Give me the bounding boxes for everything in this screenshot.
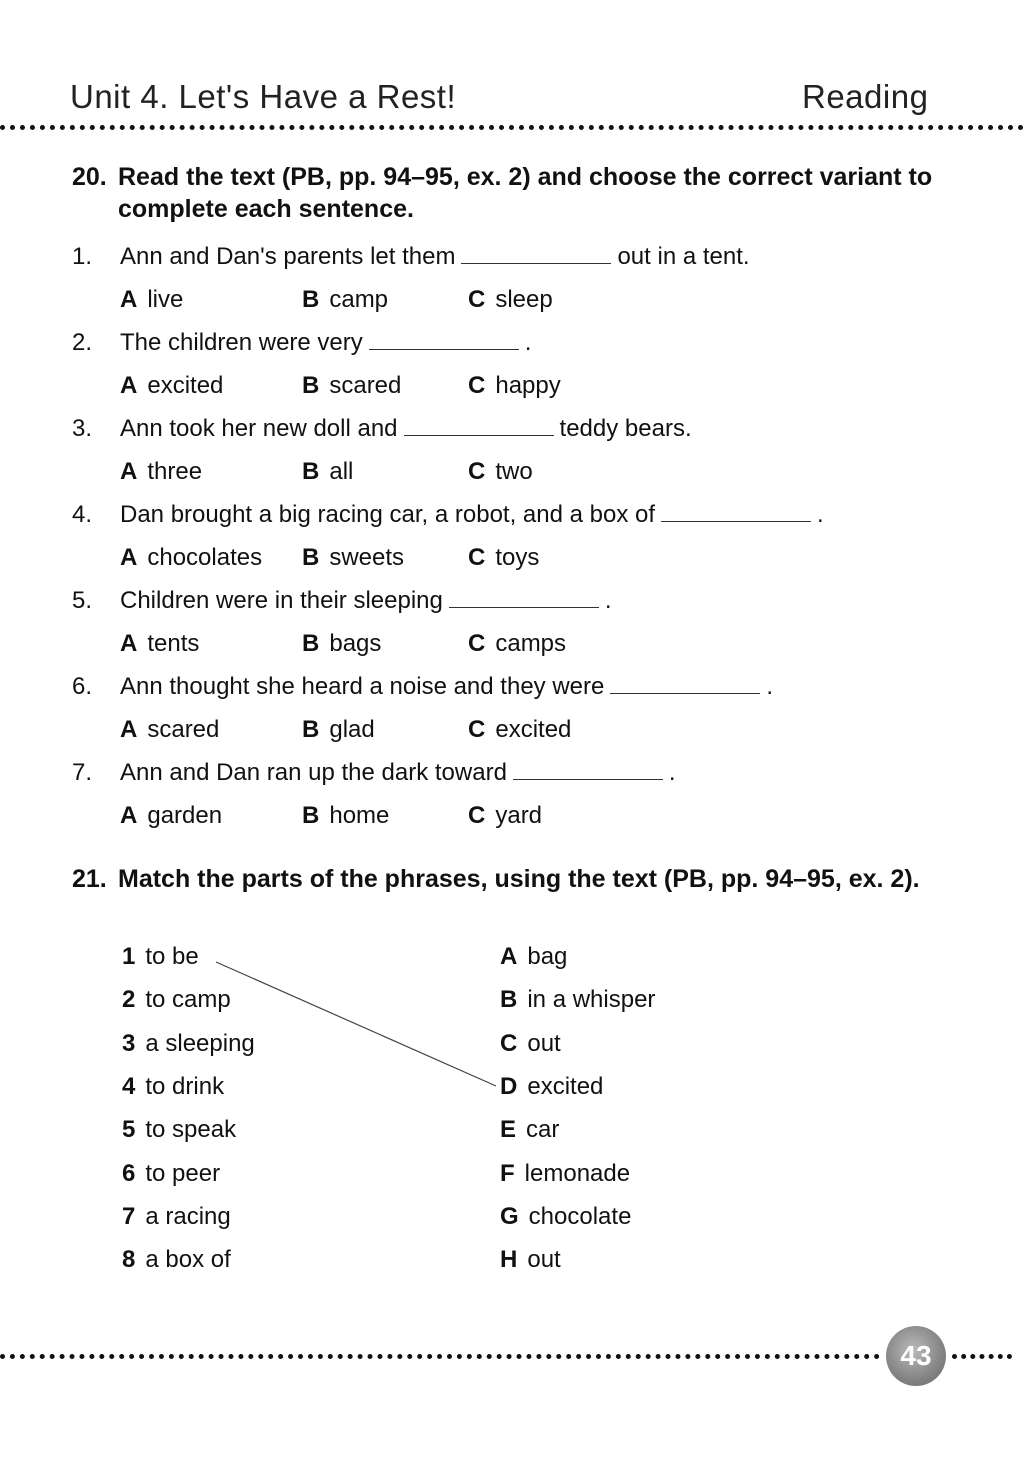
option-letter: B — [302, 544, 320, 571]
option-text: three — [147, 458, 203, 485]
question-text-before: Dan brought a big racing car, a robot, and a box of — [120, 501, 656, 528]
match-left-text: to peer — [145, 1159, 221, 1187]
option-letter: A — [120, 544, 138, 571]
question-number: 5. — [72, 587, 93, 614]
question-text-before: Ann thought she heard a noise and they were — [120, 673, 605, 700]
match-left-text: a sleeping — [145, 1029, 255, 1057]
option-letter: A — [120, 716, 138, 743]
question-text-after: . — [524, 329, 532, 356]
question-text-before: Children were in their sleeping — [120, 587, 443, 614]
option-letter: A — [120, 372, 138, 399]
question-number: 1. — [72, 243, 93, 270]
option-text: bags — [329, 630, 382, 657]
question-number: 6. — [72, 673, 93, 700]
match-right-text: out — [527, 1029, 561, 1057]
question-text-after: . — [604, 587, 612, 614]
question-text-after: out in a tent. — [617, 243, 750, 270]
option-letter: B — [302, 716, 320, 743]
question-number: 3. — [72, 415, 93, 442]
match-left-text: a racing — [145, 1202, 231, 1230]
option-letter: B — [302, 458, 320, 485]
option-text: all — [329, 458, 354, 485]
question-number: 4. — [72, 501, 93, 528]
option-text: sweets — [329, 544, 405, 571]
option-letter: B — [302, 802, 320, 829]
page-number-badge: 43 — [886, 1326, 946, 1386]
option-text: two — [495, 458, 533, 485]
question-number: 2. — [72, 329, 93, 356]
option-text: yard — [495, 802, 543, 829]
task-20-number: 20. — [72, 163, 107, 191]
question-text-before: Ann took her new doll and — [120, 415, 398, 442]
task-20-instruction: Read the text (PB, pp. 94–95, ex. 2) and choose the correct variant to complete each sentence. — [118, 163, 933, 223]
match-right-text: bag — [527, 943, 568, 970]
option-text: glad — [329, 716, 375, 743]
option-text: camps — [495, 630, 567, 657]
match-left-text: a box of — [145, 1246, 231, 1274]
option-letter: C — [468, 544, 486, 571]
option-letter: C — [468, 372, 486, 399]
match-left-number: 2 — [122, 986, 136, 1014]
match-left-number: 8 — [122, 1246, 136, 1274]
match-right-text: chocolate — [528, 1202, 632, 1230]
match-right-letter: B — [500, 986, 518, 1014]
task-21-instruction: Match the parts of the phrases, using the text (PB, pp. 94–95, ex. 2). — [118, 865, 920, 893]
question-text-before: The children were very — [120, 329, 363, 356]
option-letter: C — [468, 802, 486, 829]
option-letter: A — [120, 630, 138, 657]
match-left-text: to speak — [145, 1116, 237, 1144]
match-right-letter: G — [500, 1202, 519, 1230]
match-left-number: 3 — [122, 1029, 136, 1057]
task-21-number: 21. — [72, 865, 107, 893]
footer-divider — [0, 1354, 880, 1359]
match-right-text: out — [527, 1246, 561, 1274]
option-letter: A — [120, 458, 138, 485]
match-right-letter: A — [500, 943, 518, 970]
option-text: tents — [147, 630, 200, 657]
option-text: sleep — [495, 286, 553, 313]
question-number: 7. — [72, 759, 93, 786]
option-text: home — [329, 802, 390, 829]
option-text: scared — [147, 716, 220, 743]
option-letter: C — [468, 716, 486, 743]
match-right-letter: E — [500, 1116, 517, 1144]
match-right-letter: H — [500, 1246, 518, 1274]
option-text: happy — [495, 372, 561, 399]
option-text: camp — [329, 286, 389, 313]
option-letter: C — [468, 630, 486, 657]
match-left-number: 7 — [122, 1202, 136, 1230]
option-text: excited — [147, 372, 224, 399]
match-right-text: car — [526, 1116, 560, 1144]
option-letter: B — [302, 286, 320, 313]
match-right-letter: C — [500, 1029, 518, 1057]
option-text: garden — [147, 802, 223, 829]
option-letter: B — [302, 630, 320, 657]
match-left-text: to drink — [145, 1072, 225, 1100]
section-title: Reading — [802, 78, 929, 115]
match-left-number: 6 — [122, 1159, 136, 1187]
footer-divider-right — [952, 1354, 1012, 1359]
option-letter: C — [468, 286, 486, 313]
question-text-after: teddy bears. — [559, 415, 692, 442]
option-letter: A — [120, 802, 138, 829]
option-text: scared — [329, 372, 402, 399]
option-text: chocolates — [147, 544, 263, 571]
option-letter: C — [468, 458, 486, 485]
match-left-text: to camp — [145, 986, 231, 1014]
unit-title: Unit 4. Let's Have a Rest! — [70, 78, 457, 115]
match-left-text: to be — [145, 943, 199, 970]
option-letter: B — [302, 372, 320, 399]
match-right-letter: D — [500, 1072, 518, 1100]
question-text-after: . — [668, 759, 676, 786]
match-right-letter: F — [500, 1159, 515, 1187]
question-text-after: . — [817, 501, 824, 528]
option-text: live — [147, 286, 184, 313]
match-right-text: lemonade — [524, 1159, 631, 1187]
match-left-number: 5 — [122, 1116, 136, 1144]
match-left-number: 1 — [122, 943, 136, 970]
option-letter: A — [120, 286, 138, 313]
question-text-before: Ann and Dan ran up the dark toward — [120, 759, 507, 786]
match-right-text: in a whisper — [527, 986, 656, 1014]
match-right-text: excited — [527, 1072, 604, 1100]
option-text: toys — [495, 544, 540, 571]
match-left-number: 4 — [122, 1072, 136, 1100]
question-text-after: . — [766, 673, 774, 700]
question-text-before: Ann and Dan's parents let them — [120, 243, 456, 270]
option-text: excited — [495, 716, 572, 743]
